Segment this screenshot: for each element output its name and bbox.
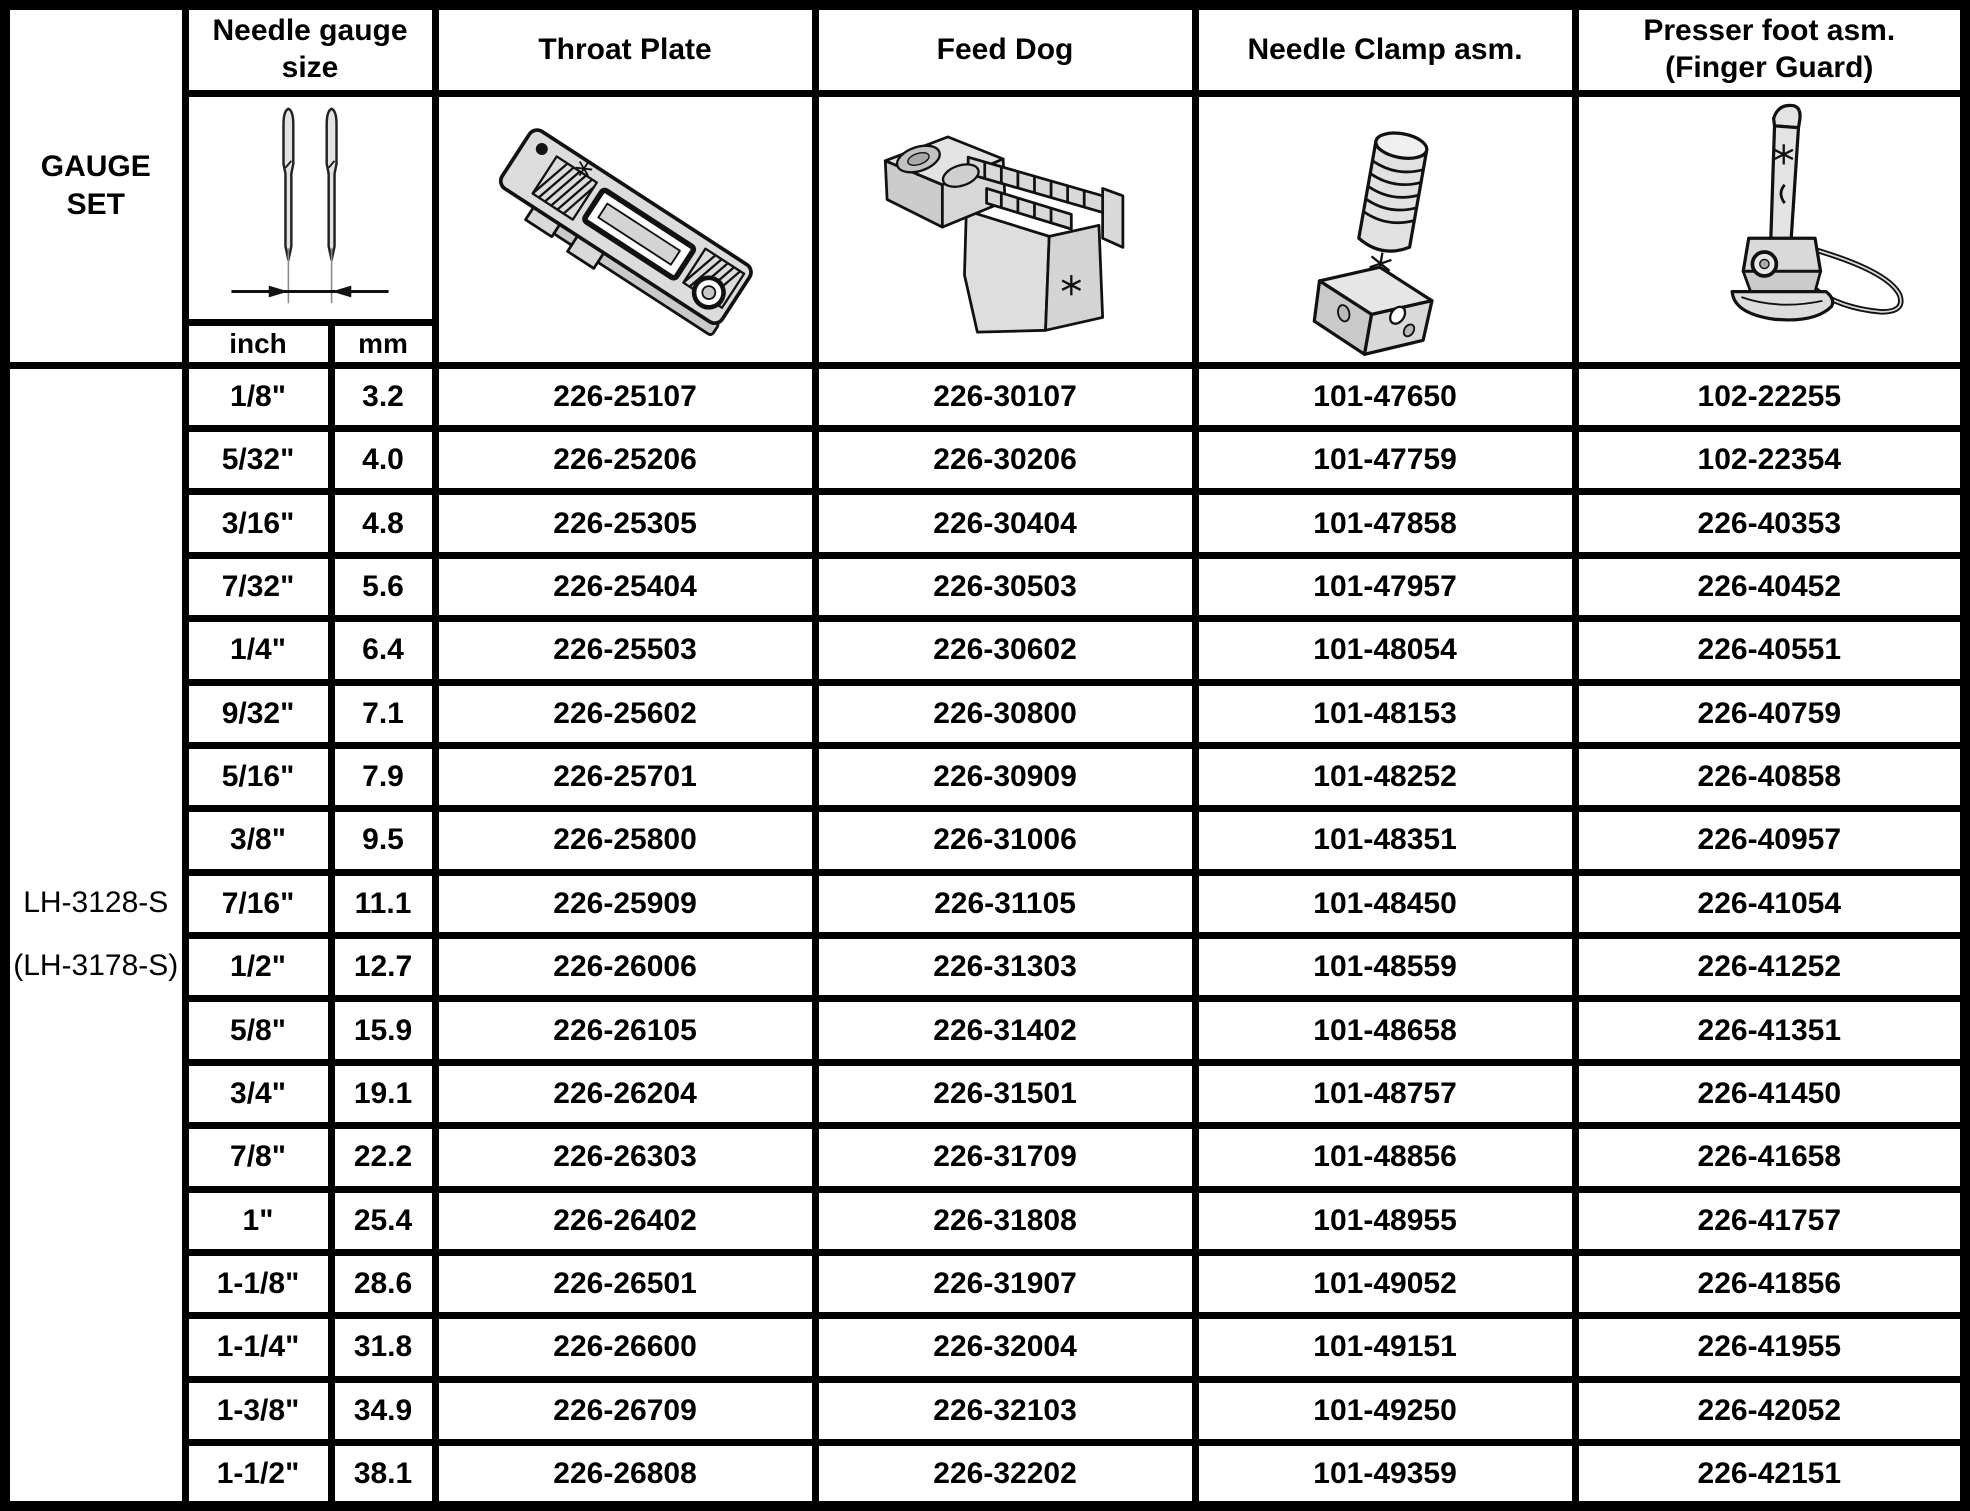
gauge-model-label: (LH-3178-S) bbox=[13, 949, 179, 983]
table-row bbox=[5, 555, 1965, 618]
needle-clamp-part-cell: 101-48856 bbox=[1195, 1126, 1575, 1189]
mm-value-cell: 19.1 bbox=[331, 1062, 435, 1125]
presser-foot-part-cell: 226-41351 bbox=[1575, 999, 1965, 1062]
presser-foot-illustration-cell bbox=[1575, 94, 1965, 366]
table-row bbox=[5, 1126, 1965, 1189]
feed-dog-part-cell: 226-32103 bbox=[815, 1379, 1195, 1442]
needle-clamp-part-cell: 101-48757 bbox=[1195, 1062, 1575, 1125]
gauge-set-models-cell bbox=[5, 365, 185, 1506]
mm-value-cell: 6.4 bbox=[331, 619, 435, 682]
needle-gauge-size-header: Needle gauge size bbox=[185, 5, 435, 94]
table-row bbox=[5, 1379, 1965, 1442]
presser-foot-part-cell: 226-41450 bbox=[1575, 1062, 1965, 1125]
throat-plate-part-cell: 226-26501 bbox=[435, 1252, 815, 1315]
gauge-model-label: LH-3128-S bbox=[23, 886, 169, 920]
throat-plate-part-cell: 226-26204 bbox=[435, 1062, 815, 1125]
table-row bbox=[5, 429, 1965, 492]
table-row bbox=[5, 745, 1965, 808]
inch-value-cell: 3/16" bbox=[185, 492, 331, 555]
table-row bbox=[5, 1062, 1965, 1125]
feed-dog-part-cell: 226-30107 bbox=[815, 365, 1195, 428]
throat-plate-part-cell: 226-26303 bbox=[435, 1126, 815, 1189]
mm-value-cell: 38.1 bbox=[331, 1443, 435, 1506]
inch-value-cell: 5/16" bbox=[185, 745, 331, 808]
feed-dog-part-cell: 226-30800 bbox=[815, 682, 1195, 745]
needle-clamp-part-cell: 101-47650 bbox=[1195, 365, 1575, 428]
presser-foot-part-cell: 226-40759 bbox=[1575, 682, 1965, 745]
inch-value-cell: 1-1/4" bbox=[185, 1316, 331, 1379]
feed-dog-part-cell: 226-31501 bbox=[815, 1062, 1195, 1125]
throat-plate-part-cell: 226-25909 bbox=[435, 872, 815, 935]
gauge-set-header-cell: GAUGE SET bbox=[5, 5, 185, 365]
needle-clamp-part-cell: 101-48450 bbox=[1195, 872, 1575, 935]
mm-subheader: mm bbox=[331, 323, 435, 365]
presser-foot-part-cell: 226-40551 bbox=[1575, 619, 1965, 682]
needle-clamp-part-cell: 101-48153 bbox=[1195, 682, 1575, 745]
mm-value-cell: 7.9 bbox=[331, 745, 435, 808]
mm-value-cell: 15.9 bbox=[331, 999, 435, 1062]
feed-dog-part-cell: 226-31006 bbox=[815, 809, 1195, 872]
presser-foot-part-cell: 102-22354 bbox=[1575, 429, 1965, 492]
throat-plate-illustration-cell bbox=[435, 94, 815, 366]
presser-foot-part-cell: 226-41658 bbox=[1575, 1126, 1965, 1189]
inch-value-cell: 7/32" bbox=[185, 555, 331, 618]
inch-value-cell: 5/32" bbox=[185, 429, 331, 492]
feed-dog-illustration-cell bbox=[815, 94, 1195, 366]
feed-dog-part-cell: 226-30503 bbox=[815, 555, 1195, 618]
inch-value-cell: 1-3/8" bbox=[185, 1379, 331, 1442]
mm-value-cell: 5.6 bbox=[331, 555, 435, 618]
needle-clamp-part-cell: 101-49250 bbox=[1195, 1379, 1575, 1442]
feed-dog-part-cell: 226-31105 bbox=[815, 872, 1195, 935]
inch-value-cell: 7/8" bbox=[185, 1126, 331, 1189]
feed-dog-part-cell: 226-31402 bbox=[815, 999, 1195, 1062]
table-row bbox=[5, 1443, 1965, 1506]
table-row bbox=[5, 682, 1965, 745]
table-row bbox=[5, 619, 1965, 682]
inch-value-cell: 9/32" bbox=[185, 682, 331, 745]
needle-clamp-part-cell: 101-49151 bbox=[1195, 1316, 1575, 1379]
mm-value-cell: 7.1 bbox=[331, 682, 435, 745]
inch-value-cell: 1-1/2" bbox=[185, 1443, 331, 1506]
needle-clamp-part-cell: 101-48658 bbox=[1195, 999, 1575, 1062]
throat-plate-part-cell: 226-25206 bbox=[435, 429, 815, 492]
needle-clamp-part-cell: 101-49359 bbox=[1195, 1443, 1575, 1506]
mm-value-cell: 11.1 bbox=[331, 872, 435, 935]
header-image-row bbox=[5, 94, 1965, 323]
needle-clamp-illustration-cell bbox=[1195, 94, 1575, 366]
throat-plate-part-cell: 226-26105 bbox=[435, 999, 815, 1062]
presser-foot-part-cell: 226-42151 bbox=[1575, 1443, 1965, 1506]
presser-foot-header-line1: Presser foot asm. bbox=[1643, 14, 1896, 48]
presser-foot-header-line2: (Finger Guard) bbox=[1665, 51, 1874, 84]
throat-plate-part-cell: 226-26600 bbox=[435, 1316, 815, 1379]
presser-foot-part-cell: 226-40452 bbox=[1575, 555, 1965, 618]
table-row bbox=[5, 1189, 1965, 1252]
inch-value-cell: 3/8" bbox=[185, 809, 331, 872]
inch-value-cell: 1/8" bbox=[185, 365, 331, 428]
inch-value-cell: 3/4" bbox=[185, 1062, 331, 1125]
throat-plate-part-cell: 226-25404 bbox=[435, 555, 815, 618]
table-row bbox=[5, 999, 1965, 1062]
presser-foot-part-cell: 226-41757 bbox=[1575, 1189, 1965, 1252]
throat-plate-part-cell: 226-25602 bbox=[435, 682, 815, 745]
table-row bbox=[5, 1252, 1965, 1315]
throat-plate-part-cell: 226-26709 bbox=[435, 1379, 815, 1442]
feed-dog-part-cell: 226-32202 bbox=[815, 1443, 1195, 1506]
needle-clamp-header: Needle Clamp asm. bbox=[1195, 5, 1575, 94]
needle-clamp-part-cell: 101-48351 bbox=[1195, 809, 1575, 872]
throat-plate-part-cell: 226-25701 bbox=[435, 745, 815, 808]
inch-value-cell: 5/8" bbox=[185, 999, 331, 1062]
inch-value-cell: 1-1/8" bbox=[185, 1252, 331, 1315]
presser-foot-part-cell: 226-40957 bbox=[1575, 809, 1965, 872]
presser-foot-part-cell: 226-42052 bbox=[1575, 1379, 1965, 1442]
table-row bbox=[5, 809, 1965, 872]
mm-value-cell: 28.6 bbox=[331, 1252, 435, 1315]
mm-value-cell: 4.8 bbox=[331, 492, 435, 555]
throat-plate-header: Throat Plate bbox=[435, 5, 815, 94]
presser-foot-part-cell: 226-40858 bbox=[1575, 745, 1965, 808]
needle-clamp-part-cell: 101-48559 bbox=[1195, 936, 1575, 999]
feed-dog-part-cell: 226-30602 bbox=[815, 619, 1195, 682]
presser-foot-part-cell: 102-22255 bbox=[1575, 365, 1965, 428]
throat-plate-part-cell: 226-25305 bbox=[435, 492, 815, 555]
table-row bbox=[5, 936, 1965, 999]
mm-value-cell: 3.2 bbox=[331, 365, 435, 428]
needle-clamp-part-cell: 101-47858 bbox=[1195, 492, 1575, 555]
needle-gauge-icon bbox=[192, 99, 428, 317]
feed-dog-part-cell: 226-30404 bbox=[815, 492, 1195, 555]
feed-dog-header: Feed Dog bbox=[815, 5, 1195, 94]
needle-clamp-part-cell: 101-49052 bbox=[1195, 1252, 1575, 1315]
feed-dog-part-cell: 226-30206 bbox=[815, 429, 1195, 492]
presser-foot-icon bbox=[1594, 98, 1944, 360]
feed-dog-part-cell: 226-31709 bbox=[815, 1126, 1195, 1189]
presser-foot-part-cell: 226-41252 bbox=[1575, 936, 1965, 999]
mm-value-cell: 34.9 bbox=[331, 1379, 435, 1442]
header-label-row bbox=[5, 5, 1965, 94]
mm-value-cell: 25.4 bbox=[331, 1189, 435, 1252]
presser-foot-part-cell: 226-40353 bbox=[1575, 492, 1965, 555]
mm-value-cell: 12.7 bbox=[331, 936, 435, 999]
throat-plate-part-cell: 226-25503 bbox=[435, 619, 815, 682]
presser-foot-part-cell: 226-41856 bbox=[1575, 1252, 1965, 1315]
throat-plate-part-cell: 226-25800 bbox=[435, 809, 815, 872]
inch-value-cell: 7/16" bbox=[185, 872, 331, 935]
table-row bbox=[5, 1316, 1965, 1379]
mm-value-cell: 22.2 bbox=[331, 1126, 435, 1189]
feed-dog-part-cell: 226-32004 bbox=[815, 1316, 1195, 1379]
mm-value-cell: 9.5 bbox=[331, 809, 435, 872]
table-row bbox=[5, 872, 1965, 935]
throat-plate-icon bbox=[450, 98, 800, 360]
feed-dog-part-cell: 226-31907 bbox=[815, 1252, 1195, 1315]
table-body bbox=[5, 365, 1965, 1506]
mm-value-cell: 31.8 bbox=[331, 1316, 435, 1379]
feed-dog-icon bbox=[830, 98, 1180, 360]
feed-dog-part-cell: 226-31808 bbox=[815, 1189, 1195, 1252]
throat-plate-part-cell: 226-26402 bbox=[435, 1189, 815, 1252]
inch-value-cell: 1" bbox=[185, 1189, 331, 1252]
needle-clamp-icon bbox=[1210, 98, 1560, 360]
presser-foot-part-cell: 226-41054 bbox=[1575, 872, 1965, 935]
needle-clamp-part-cell: 101-47957 bbox=[1195, 555, 1575, 618]
needle-clamp-part-cell: 101-47759 bbox=[1195, 429, 1575, 492]
table-row bbox=[5, 492, 1965, 555]
needle-gauge-illustration-cell bbox=[185, 94, 435, 323]
mm-value-cell: 4.0 bbox=[331, 429, 435, 492]
inch-value-cell: 1/2" bbox=[185, 936, 331, 999]
inch-value-cell: 1/4" bbox=[185, 619, 331, 682]
feed-dog-part-cell: 226-30909 bbox=[815, 745, 1195, 808]
table-row bbox=[5, 365, 1965, 428]
feed-dog-part-cell: 226-31303 bbox=[815, 936, 1195, 999]
presser-foot-header bbox=[1575, 5, 1965, 94]
needle-clamp-part-cell: 101-48054 bbox=[1195, 619, 1575, 682]
needle-clamp-part-cell: 101-48955 bbox=[1195, 1189, 1575, 1252]
presser-foot-part-cell: 226-41955 bbox=[1575, 1316, 1965, 1379]
throat-plate-part-cell: 226-26006 bbox=[435, 936, 815, 999]
inch-subheader: inch bbox=[185, 323, 331, 365]
throat-plate-part-cell: 226-26808 bbox=[435, 1443, 815, 1506]
needle-clamp-part-cell: 101-48252 bbox=[1195, 745, 1575, 808]
throat-plate-part-cell: 226-25107 bbox=[435, 365, 815, 428]
